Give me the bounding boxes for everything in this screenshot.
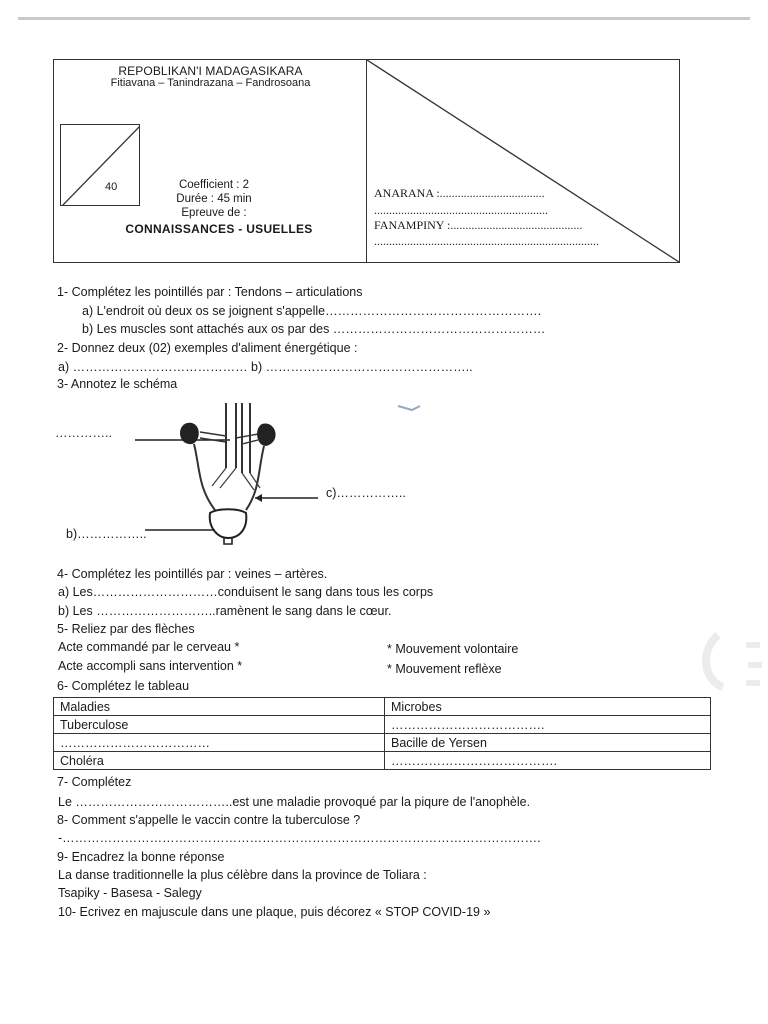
question-8-answer[interactable]: -……………………………………………………………………………………………………. xyxy=(58,831,541,845)
corner-decoration xyxy=(698,625,768,695)
question-4: 4- Complétez les pointillés par : veines – artères. xyxy=(57,567,328,581)
fanampiny-field-continued[interactable]: ........................................................................... xyxy=(374,234,599,248)
disease-microbe-table xyxy=(53,697,711,770)
mark-diagonal xyxy=(61,125,140,206)
question-7-text[interactable]: Le ………………………………..est une maladie provoqué par la piqure de l'anophèle. xyxy=(58,795,531,809)
exam-header xyxy=(53,59,680,263)
question-1a[interactable]: a) L'endroit où deux os se joignent s'appelle……………………………………………. xyxy=(82,304,542,318)
match-right-2[interactable]: * Mouvement reflèxe xyxy=(387,662,502,676)
diagram-label-b[interactable]: b)…………….. xyxy=(66,527,147,541)
header-left-panel xyxy=(54,60,367,262)
question-2: 2- Donnez deux (02) exemples d'aliment énergétique : xyxy=(57,341,358,355)
table-row xyxy=(54,752,711,770)
match-left-1[interactable]: Acte commandé par le cerveau * xyxy=(58,640,240,654)
question-4b[interactable]: b) Les ………………………..ramènent le sang dans le cœur. xyxy=(58,604,392,618)
question-9-text: La danse traditionnelle la plus célèbre dans la province de Toliara : xyxy=(58,868,427,882)
question-4a[interactable]: a) Les…………………………conduisent le sang dans tous les corps xyxy=(58,585,434,599)
fanampiny-field[interactable]: FANAMPINY :............................................ xyxy=(374,218,583,232)
duration: Durée : 45 min xyxy=(176,193,252,205)
question-8: 8- Comment s'appelle le vaccin contre la tuberculose ? xyxy=(57,813,361,827)
table-cell[interactable]: …………………………………. xyxy=(385,752,711,770)
mark-box xyxy=(60,124,140,206)
table-cell: Tuberculose xyxy=(54,716,385,734)
republic-title: REPOBLIKAN'I MADAGASIKARA xyxy=(118,64,303,78)
anarana-field-continued[interactable]: .......................................................... xyxy=(374,203,548,217)
question-9: 9- Encadrez la bonne réponse xyxy=(57,850,225,864)
table-cell: Bacille de Yersen xyxy=(385,734,711,752)
table-row xyxy=(54,734,711,752)
question-9-options[interactable]: Tsapiky - Basesa - Salegy xyxy=(58,886,202,900)
national-motto: Fitiavana – Tanindrazana – Fandrosoana xyxy=(110,77,311,89)
question-10: 10- Ecrivez en majuscule dans une plaque, puis décorez « STOP COVID-19 » xyxy=(58,905,491,919)
table-row xyxy=(54,716,711,734)
urinary-system-diagram xyxy=(50,398,430,548)
diagram-label-a[interactable]: ………….. xyxy=(55,426,112,440)
header-right-panel xyxy=(367,60,679,262)
table-row xyxy=(54,698,711,716)
table-cell: Choléra xyxy=(54,752,385,770)
diagram-label-c[interactable]: c)…………….. xyxy=(326,486,406,500)
match-right-1[interactable]: * Mouvement volontaire xyxy=(387,642,519,656)
match-left-2[interactable]: Acte accompli sans intervention * xyxy=(58,659,243,673)
question-5: 5- Reliez par des flèches xyxy=(57,622,195,636)
exam-subject: CONNAISSANCES - USUELLES xyxy=(125,222,313,236)
coefficient: Coefficient : 2 xyxy=(178,179,250,191)
question-3: 3- Annotez le schéma xyxy=(57,377,178,391)
table-cell[interactable]: ………………………………. xyxy=(385,716,711,734)
table-cell[interactable]: ……………………………… xyxy=(54,734,385,752)
question-1b[interactable]: b) Les muscles sont attachés aux os par des …………………………………………… xyxy=(82,322,546,336)
anarana-field[interactable]: ANARANA :................................... xyxy=(374,186,545,200)
table-cell: Microbes xyxy=(385,698,711,716)
question-1: 1- Complétez les pointillés par : Tendons – articulations xyxy=(57,285,363,299)
top-rule xyxy=(18,17,750,20)
mark-total: 40 xyxy=(105,181,118,193)
table-cell: Maladies xyxy=(54,698,385,716)
epreuve-label: Epreuve de : xyxy=(181,207,247,219)
question-7: 7- Complétez xyxy=(57,775,132,789)
exam-info xyxy=(154,178,274,220)
question-2-answers[interactable]: a) …………………………………… b) ………………………………………….. xyxy=(58,360,473,374)
question-6: 6- Complétez le tableau xyxy=(57,679,190,693)
